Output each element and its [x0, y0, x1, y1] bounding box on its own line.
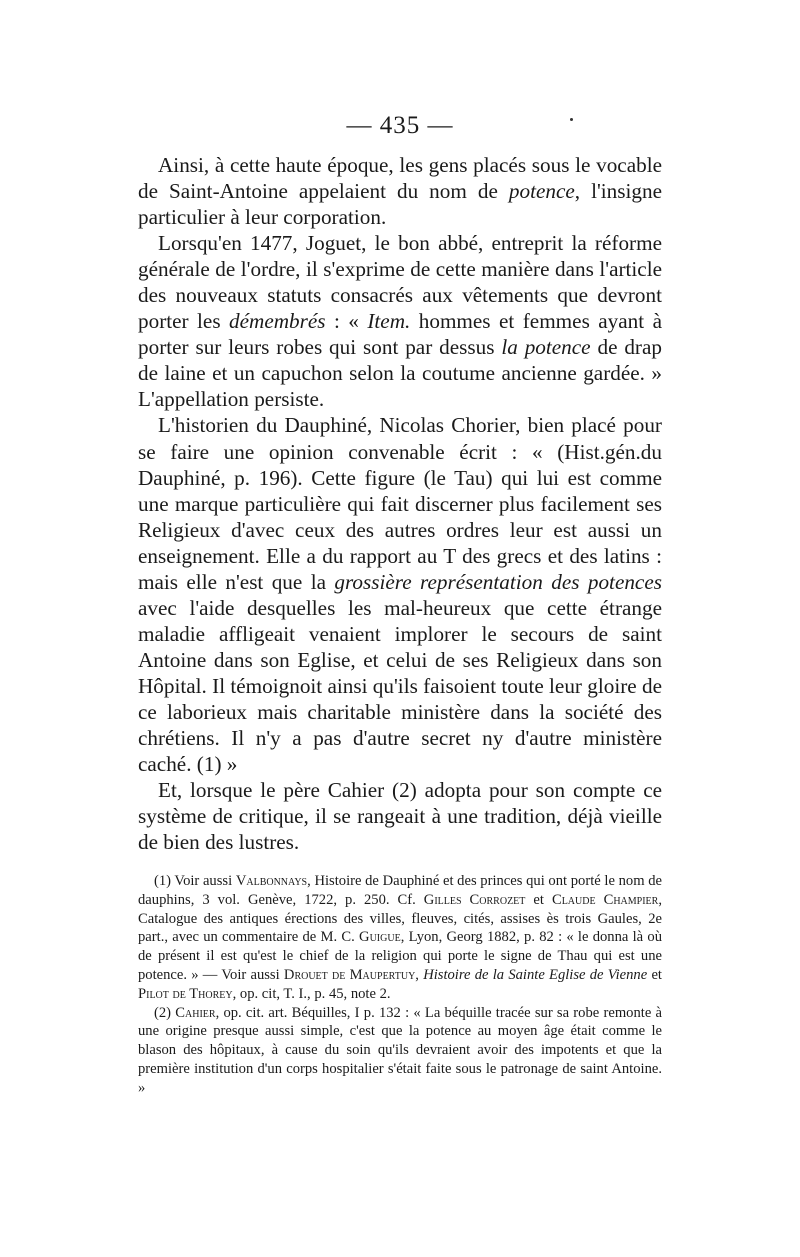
text-run: et — [647, 966, 662, 983]
page-number: — 435 — — [346, 112, 454, 139]
text-run: (2) — [154, 1004, 176, 1021]
text-run: et — [525, 891, 552, 908]
text-run: , Histoire de Dauphiné et des princes qui ont porté le nom de dauphins, 3 vol. Genève, 1722, p. 250. Cf. — [138, 873, 662, 908]
text-run: Et, lorsque le père Cahier (2) adopta pour son compte ce système de critique, il se rangeait à une tradition, déjà vieille de bien des lustres. — [138, 778, 662, 855]
author-name: Gilles Corrozet — [423, 891, 526, 908]
paragraph-2 — [138, 230, 662, 412]
footnotes — [138, 872, 662, 1098]
paragraph-3 — [138, 412, 662, 777]
footnote-1 — [138, 872, 662, 1004]
italic-term: potence — [508, 179, 575, 204]
text-run: Lorsqu'en 1477, Joguet, le bon abbé, entreprit la réforme générale de l'ordre, il s'exprime de cette manière dans l'article des nouveaux statuts consacrés aux vêtements que devront porter les — [138, 231, 662, 334]
text-run: , Lyon, Georg 1882, p. 82 : « le donna là où de présent il est qu'est le chief de la religion qui porte le signe de Thau qui est une potence. » — Voir aussi — [138, 929, 662, 983]
italic-term: la potence — [501, 335, 591, 360]
text-run: hommes et femmes ayant à porter sur leurs robes qui sont par dessus — [138, 309, 662, 360]
author-name: Valbonnays — [235, 873, 308, 889]
main-text — [138, 152, 662, 855]
author-name: Pilot de Thorey — [138, 985, 233, 1002]
italic-term: démembrés — [229, 309, 326, 334]
paragraph-4 — [138, 777, 662, 855]
text-run: , l'insigne particulier à leur corporation. — [138, 179, 662, 230]
text-run: Ainsi, à cette haute époque, les gens placés sous le vocable de Saint-Antoine appelaient du nom de — [138, 153, 662, 204]
text-run: , Catalogue des antiques érections des villes, fleuves, cités, assises ès trois Gaules, 2e part., avec un commentaire de M. C. — [138, 891, 662, 946]
book-title: Histoire de la Sainte Eglise de Vienne — [423, 966, 648, 983]
author-name: Guigue — [359, 929, 401, 946]
italic-term: grossière représentation des potences — [334, 569, 662, 594]
footnote-2 — [138, 1004, 662, 1098]
paragraph-1 — [138, 152, 662, 230]
italic-term: Item. — [367, 309, 411, 334]
text-run: , — [415, 966, 424, 983]
text-run: : « — [325, 309, 368, 334]
text-run: , op. cit, T. I., p. 45, note 2. — [232, 985, 391, 1002]
text-run: (1) Voir aussi — [154, 873, 236, 889]
author-name: Drouet de Maupertuy — [283, 966, 416, 983]
author-name: Claude Champier — [551, 891, 659, 908]
text-run: avec l'aide desquelles les mal-heureux que cette étrange maladie affligeait venaient implorer le secours de saint Antoine dans son Eglise, et celui de ses Religieux dans son Hôpital. Il témoignoit ainsi qu'ils faisoient toute leur gloire de ce laborieux mais charitable ministère dans la société des chrétiens. Il n'y a pas d'autre secret ny d'autre ministère caché. (1) » — [138, 595, 662, 777]
text-run: L'historien du Dauphiné, Nicolas Chorier, bien placé pour se faire une opinion convenable écrit : « (Hist.gén.du Dauphiné, p. 196). Cette figure (le Tau) qui lui est comme une marque particulière qui fait discerner plus facilement ses Religieux d'avec ceux des autres ordres leur est aussi un enseignement. Elle a du rapport au T des grecs et des latins : mais elle n'est que la — [138, 413, 662, 594]
text-run: de drap de laine et un capuchon selon la coutume ancienne gardée. » L'appellation persiste. — [138, 335, 662, 412]
author-name: Cahier — [175, 1004, 216, 1021]
text-run: , op. cit. art. Béquilles, I p. 132 : « La béquille tracée sur sa robe remonte à une origine presque aussi simple, c'est que la potence au moyen âge était comme le blason des hôpitaux, à cause du soin qu'ils devraient avoir des impotents et que la première institution d'un corps hospitalier s'était faite sous le patronage de saint Antoine. » — [138, 1004, 663, 1096]
